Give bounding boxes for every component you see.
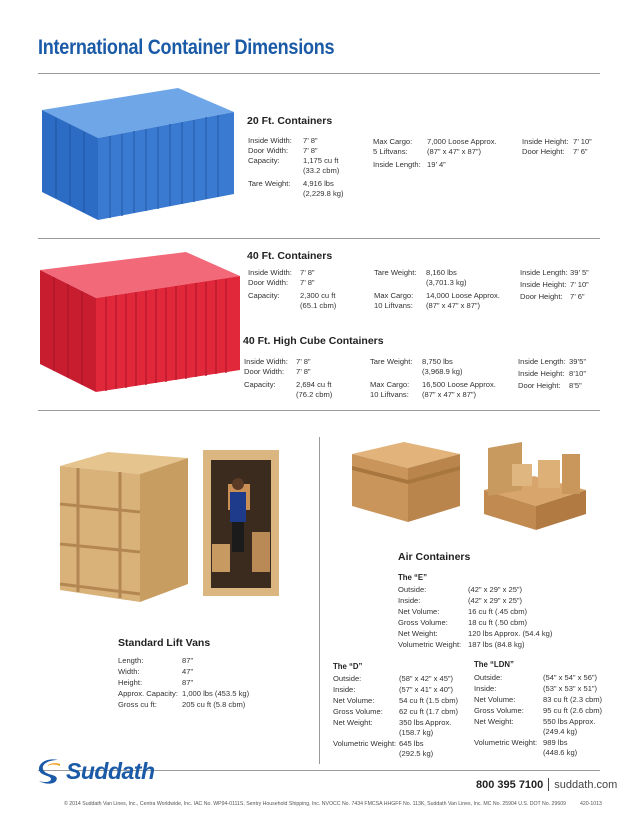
air-container-image-1 — [344, 440, 466, 526]
c40hc-col2 — [370, 357, 515, 400]
value: (158.7 kg) — [399, 728, 434, 737]
air-d-specs — [333, 674, 468, 759]
value: (65.1 cbm) — [300, 301, 337, 310]
label: 10 Liftvans: — [374, 301, 413, 310]
rule-3 — [38, 410, 600, 411]
label: Max Cargo: — [370, 380, 410, 389]
value: (57” x 41” x 40”) — [399, 685, 454, 694]
label: Inside Length: — [373, 160, 421, 169]
value: 16,500 Loose Approx. — [422, 380, 496, 389]
value: 7’ 8” — [303, 136, 318, 145]
label: Inside: — [398, 596, 421, 605]
air-e-title: The “E” — [398, 573, 428, 582]
label: Inside Height: — [518, 369, 565, 378]
label: Volumetric Weight: — [398, 640, 462, 649]
label: Net Weight: — [474, 717, 514, 726]
value: (87” x 47” x 87”) — [426, 301, 481, 310]
label: 5 Liftvans: — [373, 147, 408, 156]
section-title: Standard Lift Vans — [118, 637, 211, 649]
value: (448.6 kg) — [543, 748, 578, 757]
value: 205 cu ft (5.8 cbm) — [182, 700, 246, 709]
label: Door Width: — [248, 278, 289, 287]
label: Capacity: — [244, 380, 276, 389]
label: Net Volume: — [398, 607, 440, 616]
value: (33.2 cbm) — [303, 166, 340, 175]
value: 18 cu ft (.50 cbm) — [468, 618, 528, 627]
value: 8,750 lbs — [422, 357, 453, 366]
value: 187 lbs (84.8 kg) — [468, 640, 525, 649]
label: Inside Width: — [248, 136, 292, 145]
container-40ft-image — [36, 246, 242, 396]
suddath-swoosh-icon — [36, 756, 64, 786]
label: Net Volume: — [333, 696, 375, 705]
label: Outside: — [398, 585, 427, 594]
value: 7’ 8” — [300, 268, 315, 277]
value: 645 lbs — [399, 739, 424, 748]
label: Tare Weight: — [374, 268, 417, 277]
value: (292.5 kg) — [399, 749, 434, 758]
value: 39’ 5” — [570, 268, 589, 277]
contact-divider — [548, 778, 549, 791]
vertical-rule — [319, 437, 320, 764]
value: (53” x 53” x 51”) — [543, 684, 598, 693]
air-ldn-specs — [474, 673, 604, 758]
rule-2 — [38, 238, 600, 239]
air-d-title: The “D” — [333, 662, 363, 671]
c40-col2 — [374, 268, 514, 311]
phone-number[interactable]: 800 395 7100 — [476, 778, 544, 791]
value: 39’5” — [569, 357, 586, 366]
c40hc-col3 — [518, 357, 604, 391]
value: (54” x 54” x 56”) — [543, 673, 598, 682]
label: Net Weight: — [398, 629, 438, 638]
value: 8’5” — [569, 381, 582, 390]
label: Max Cargo: — [374, 291, 414, 300]
label: Door Height: — [520, 292, 563, 301]
label: Door Height: — [518, 381, 561, 390]
label: Inside: — [333, 685, 356, 694]
value: 19’ 4” — [427, 160, 446, 169]
section-title: 40 Ft. High Cube Containers — [243, 335, 384, 347]
label: Approx. Capacity: — [118, 689, 178, 698]
label: Length: — [118, 656, 144, 665]
air-e-specs — [398, 585, 602, 650]
value: 95 cu ft (2.6 cbm) — [543, 706, 603, 715]
value: 47” — [182, 667, 193, 676]
label: Inside: — [474, 684, 497, 693]
value: 1,000 lbs (453.5 kg) — [182, 689, 250, 698]
label: Inside Width: — [248, 268, 292, 277]
label: Inside Length: — [518, 357, 566, 366]
value: 350 lbs Approx. — [399, 718, 452, 727]
container-20ft-specs — [247, 115, 332, 127]
value: 7’ 8” — [296, 367, 311, 376]
label: Max Cargo: — [373, 137, 413, 146]
value: 54 cu ft (1.5 cbm) — [399, 696, 459, 705]
value: 8’10” — [569, 369, 586, 378]
label: Volumetric Weight: — [474, 738, 538, 747]
label: Gross cu ft: — [118, 700, 157, 709]
value: 4,916 lbs — [303, 179, 334, 188]
value: 8,160 lbs — [426, 268, 457, 277]
value: 2,694 cu ft — [296, 380, 332, 389]
air-ldn-title: The “LDN” — [474, 660, 514, 669]
label: Gross Volume: — [333, 707, 383, 716]
liftvan-crates-image — [48, 444, 290, 606]
contact — [476, 778, 617, 791]
label: Inside Width: — [244, 357, 288, 366]
value: 7’ 8” — [296, 357, 311, 366]
label: Volumetric Weight: — [333, 739, 397, 748]
air-container-image-2 — [478, 440, 590, 532]
value: 7’ 8” — [303, 146, 318, 155]
value: 7’ 8” — [300, 278, 315, 287]
label: Door Width: — [244, 367, 285, 376]
value: 7’ 6” — [570, 292, 585, 301]
value: 989 lbs — [543, 738, 568, 747]
value: (42” x 29” x 25”) — [468, 585, 523, 594]
label: Tare Weight: — [370, 357, 413, 366]
value: 16 cu ft (.45 cbm) — [468, 607, 528, 616]
label: Tare Weight: — [248, 179, 291, 188]
c20-col3 — [522, 137, 602, 157]
value: 87” — [182, 656, 193, 665]
label: 10 Liftvans: — [370, 390, 409, 399]
value: (87” x 47” x 87”) — [422, 390, 477, 399]
label: Inside Height: — [522, 137, 569, 146]
value: 14,000 Loose Approx. — [426, 291, 500, 300]
value: 83 cu ft (2.3 cbm) — [543, 695, 603, 704]
legal-text: © 2014 Suddath Van Lines, Inc., Centra Worldwide, Inc. IAC No. WP94-0111S, Sentry Household Shipping, Inc. NVOCC No. 7434 FMCSA HHGFF No. 113K, Suddath Van Lines, Inc. MC No. 25904 U.S. DOT No. 29609 — [64, 801, 566, 807]
value: 7’ 6” — [573, 147, 588, 156]
c40-col1 — [248, 268, 358, 311]
label: Outside: — [474, 673, 503, 682]
value: (3,968.9 kg) — [422, 367, 463, 376]
label: Outside: — [333, 674, 362, 683]
value: 7,000 Loose Approx. — [427, 137, 497, 146]
value: (58” x 42” x 45”) — [399, 674, 454, 683]
label: Capacity: — [248, 156, 280, 165]
label: Gross Volume: — [398, 618, 448, 627]
page-title: International Container Dimensions — [38, 36, 335, 59]
label: Inside Length: — [520, 268, 568, 277]
value: 87” — [182, 678, 193, 687]
label: Door Height: — [522, 147, 565, 156]
document-code: 420-1013 — [580, 801, 602, 807]
top-rule — [38, 73, 600, 74]
section-title: 40 Ft. Containers — [247, 250, 333, 262]
value: (76.2 cbm) — [296, 390, 333, 399]
value: (3,701.3 kg) — [426, 278, 467, 287]
value: 2,300 cu ft — [300, 291, 336, 300]
label: Height: — [118, 678, 143, 687]
value: (42” x 29” x 25”) — [468, 596, 523, 605]
container-20ft-image — [38, 80, 236, 226]
value: (2,229.8 kg) — [303, 189, 344, 198]
label: Net Weight: — [333, 718, 373, 727]
label: Net Volume: — [474, 695, 516, 704]
section-title: Air Containers — [398, 551, 471, 563]
c20-col2 — [373, 137, 513, 170]
c40hc-col1 — [244, 357, 364, 400]
value: (249.4 kg) — [543, 727, 578, 736]
section-title: 20 Ft. Containers — [247, 115, 333, 127]
website-link[interactable]: suddath.com — [554, 778, 618, 791]
value: 1,175 cu ft — [303, 156, 339, 165]
value: 7’ 10” — [570, 280, 589, 289]
value: 120 lbs Approx. (54.4 kg) — [468, 629, 553, 638]
label: Inside Height: — [520, 280, 567, 289]
label: Capacity: — [248, 291, 280, 300]
suddath-logo — [36, 756, 155, 786]
value: 550 lbs Approx. — [543, 717, 596, 726]
label: Door Width: — [248, 146, 289, 155]
label: Gross Volume: — [474, 706, 524, 715]
value: 62 cu ft (1.7 cbm) — [399, 707, 459, 716]
c20-col1 — [248, 136, 358, 199]
label: Width: — [118, 667, 140, 676]
c40-col3 — [520, 268, 604, 302]
value: 7’ 10” — [573, 137, 592, 146]
logo-wordmark: Suddath — [66, 757, 155, 784]
value: (87” x 47” x 87”) — [427, 147, 482, 156]
liftvans-specs — [118, 656, 298, 710]
